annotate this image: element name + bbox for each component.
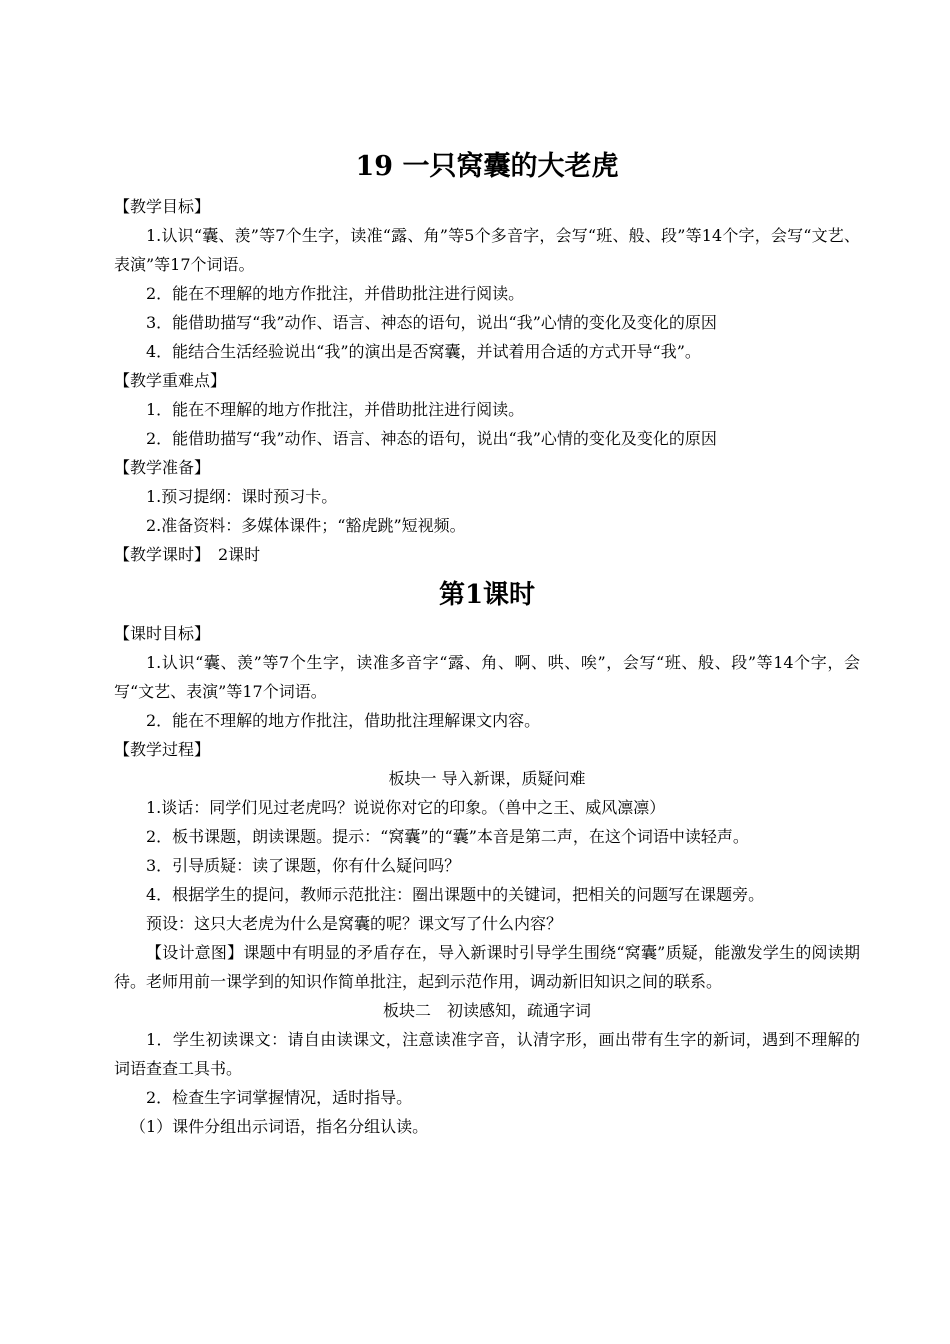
- lesson-goals-heading: 【课时目标】: [114, 624, 211, 643]
- block1-item: 预设：这只大老虎为什么是窝囊的呢？课文写了什么内容？: [146, 914, 563, 933]
- process-heading: 【教学过程】: [114, 740, 211, 759]
- block1-item: 1.谈话：同学们见过老虎吗？说说你对它的印象。（兽中之王、威风凛凛）: [146, 798, 666, 817]
- page-title: 19 一只窝囊的大老虎: [355, 151, 619, 182]
- key-difficulty-item: 2．能借助描写“我”动作、语言、神态的语句，说出“我”心情的变化及变化的原因: [146, 429, 717, 448]
- class-hours-heading: 【教学课时】 2课时: [114, 545, 261, 564]
- teaching-goals-heading: 【教学目标】: [114, 197, 211, 216]
- block2-title: 板块二 初读感知，疏通字词: [382, 1001, 591, 1020]
- key-difficulty-item: 1．能在不理解的地方作批注，并借助批注进行阅读。: [146, 400, 525, 419]
- block2-item: （1）课件分组出示词语，指名分组认读。: [130, 1117, 429, 1136]
- lesson-title: 第1课时: [438, 580, 536, 610]
- block1-title: 板块一 导入新课，质疑问难: [388, 769, 586, 788]
- lesson-goal-item: 1.认识“囊、羡”等7个生字，读准多音字“露、角、啊、哄、唉”，会写“班、般、段”等14个字，会写“文艺、表演”等17个词语。: [114, 653, 860, 701]
- preparation-item: 2.准备资料：多媒体课件；“豁虎跳”短视频。: [146, 516, 466, 535]
- teaching-goal-item: 1.认识“囊、羡”等7个生字，读准“露、角”等5个多音字，会写“班、般、段”等14个字，会写“文艺、表演”等17个词语。: [114, 226, 860, 274]
- document-content: [114, 150, 860, 1141]
- block1-item: 3．引导质疑：读了课题，你有什么疑问吗？: [146, 856, 461, 875]
- design-intent: 【设计意图】课题中有明显的矛盾存在，导入新课时引导学生围绕“窝囊”质疑，能激发学生的阅读期待。老师用前一课学到的知识作简单批注，起到示范作用，调动新旧知识之间的联系。: [114, 943, 860, 991]
- block2-item: 2．检查生字词掌握情况，适时指导。: [146, 1088, 413, 1107]
- teaching-goal-item: 4．能结合生活经验说出“我”的演出是否窝囊，并试着用合适的方式开导“我”。: [146, 342, 701, 361]
- key-difficulties-heading: 【教学重难点】: [114, 371, 227, 390]
- lesson-goal-item: 2．能在不理解的地方作批注，借助批注理解课文内容。: [146, 711, 541, 730]
- teaching-goal-item: 3．能借助描写“我”动作、语言、神态的语句，说出“我”心情的变化及变化的原因: [146, 313, 717, 332]
- preparation-heading: 【教学准备】: [114, 458, 211, 477]
- block1-item: 4．根据学生的提问，教师示范批注：圈出课题中的关键词，把相关的问题写在课题旁。: [146, 885, 765, 904]
- block1-item: 2．板书课题，朗读课题。提示：“窝囊”的“囊”本音是第二声，在这个词语中读轻声。: [146, 827, 749, 846]
- teaching-goal-item: 2．能在不理解的地方作批注，并借助批注进行阅读。: [146, 284, 525, 303]
- block2-item: 1．学生初读课文：请自由读课文，注意读准字音，认清字形，画出带有生字的新词，遇到不理解的词语查查工具书。: [114, 1030, 860, 1078]
- preparation-item: 1.预习提纲：课时预习卡。: [146, 487, 338, 506]
